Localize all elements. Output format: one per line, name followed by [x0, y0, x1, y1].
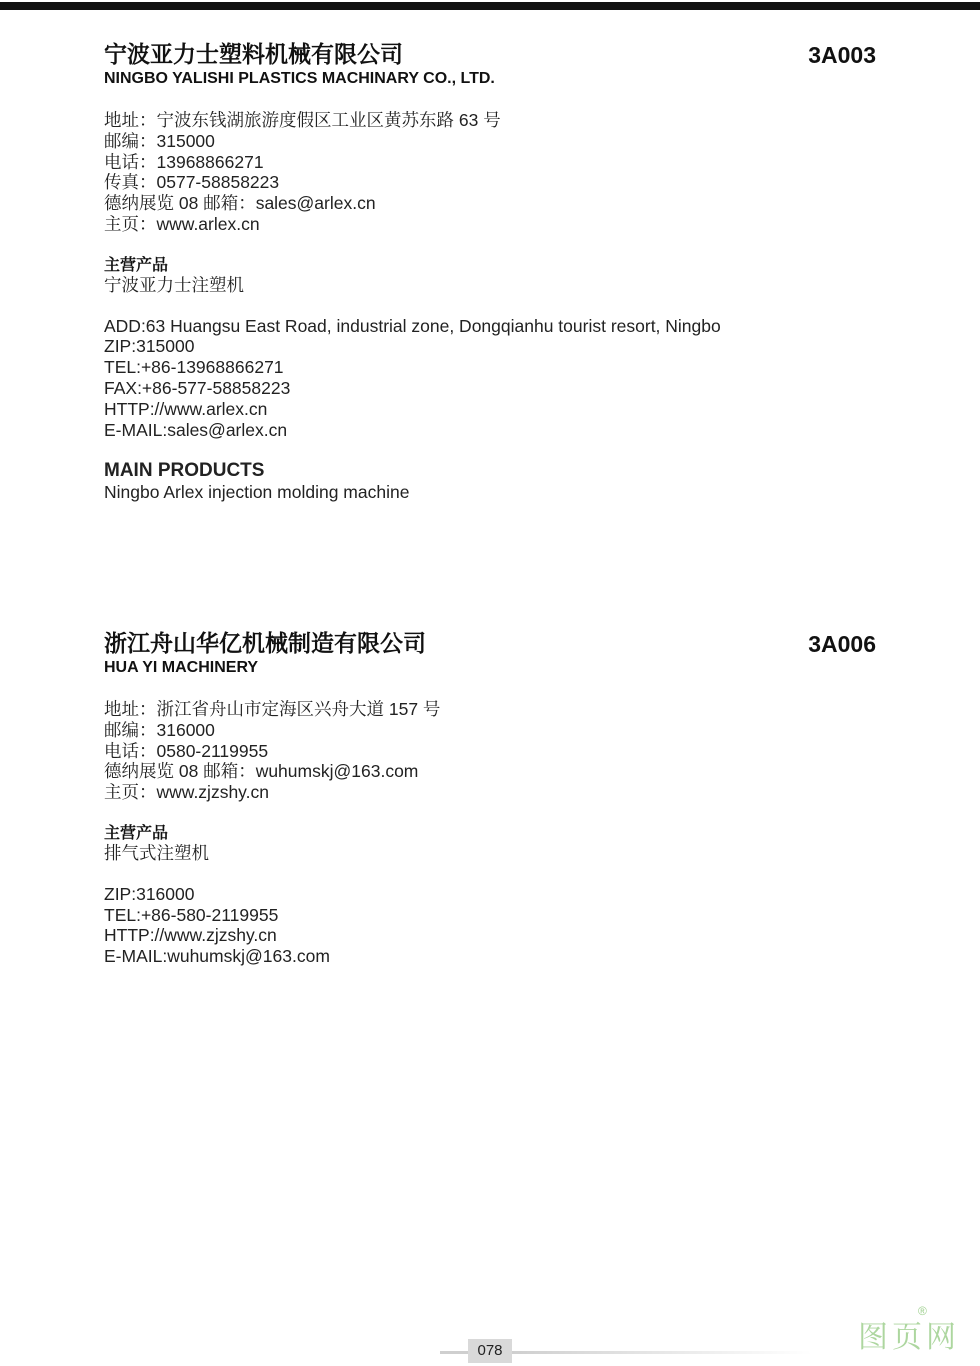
zip-en: ZIP:315000: [104, 336, 195, 357]
booth-number: 3A003: [808, 42, 876, 68]
page-number: 078: [468, 1339, 512, 1363]
contact-en: [104, 316, 884, 441]
company-cn-name: 浙江舟山华亿机械制造有限公司: [104, 631, 426, 657]
email-en: E-MAIL:wuhumskj@163.com: [104, 946, 330, 967]
products-heading-cn: 主营产品: [104, 822, 169, 842]
website-en: HTTP://www.arlex.cn: [104, 398, 268, 419]
homepage-cn: 主页：www.zjzshy.cn: [104, 782, 269, 803]
page-footer: [0, 1337, 980, 1365]
footer-rule-right: [512, 1351, 812, 1354]
company-entry-2: [104, 629, 884, 967]
company-cn-name: 宁波亚力士塑料机械有限公司: [104, 42, 403, 68]
homepage-cn: 主页：www.arlex.cn: [104, 213, 260, 234]
phone-en: TEL:+86-13968866271: [104, 357, 284, 378]
products-en: Ningbo Arlex injection molding machine: [104, 482, 410, 503]
email-en: E-MAIL:sales@arlex.cn: [104, 419, 288, 440]
phone-cn: 电话：0580-2119955: [104, 740, 269, 761]
company-en-name: NINGBO YALISHI PLASTICS MACHINARY CO., LTD.: [104, 70, 495, 87]
company-en-name: HUA YI MACHINERY: [104, 659, 259, 676]
fax-en: FAX:+86-577-58858223: [104, 377, 291, 398]
contact-cn: [104, 110, 884, 235]
email-cn: 德纳展览 08 邮箱：sales@arlex.cn: [104, 193, 376, 214]
booth-number: 3A006: [808, 631, 876, 657]
products-cn: 宁波亚力士注塑机: [104, 274, 244, 295]
email-cn: 德纳展览 08 邮箱：wuhumskj@163.com: [104, 761, 419, 782]
top-rule: [0, 2, 980, 10]
footer-rule-left: [440, 1351, 468, 1354]
address-cn: 地址：宁波东钱湖旅游度假区工业区黄苏东路 63 号: [104, 110, 501, 130]
products-cn: 排气式注塑机: [104, 842, 209, 863]
phone-cn: 电话：13968866271: [104, 151, 264, 172]
address-cn: 地址：浙江省舟山市定海区兴舟大道 157 号: [104, 699, 441, 719]
website-en: HTTP://www.zjzshy.cn: [104, 925, 277, 946]
company-entry-1: [104, 40, 884, 503]
watermark-logo: 图页网: [858, 1320, 960, 1355]
address-en: ADD:63 Huangsu East Road, industrial zone, Dongqianhu tourist resort, Ningbo: [104, 315, 721, 336]
products-heading-en: MAIN PRODUCTS: [104, 460, 265, 482]
fax-cn: 传真：0577-58858223: [104, 172, 280, 193]
zip-cn: 邮编：316000: [104, 719, 215, 740]
contact-cn: [104, 699, 884, 803]
registered-mark: ®: [918, 1304, 927, 1318]
zip-cn: 邮编：315000: [104, 130, 215, 151]
products-heading-cn: 主营产品: [104, 254, 169, 274]
phone-en: TEL:+86-580-2119955: [104, 904, 279, 925]
contact-en: [104, 884, 884, 967]
zip-en: ZIP:316000: [104, 883, 195, 904]
